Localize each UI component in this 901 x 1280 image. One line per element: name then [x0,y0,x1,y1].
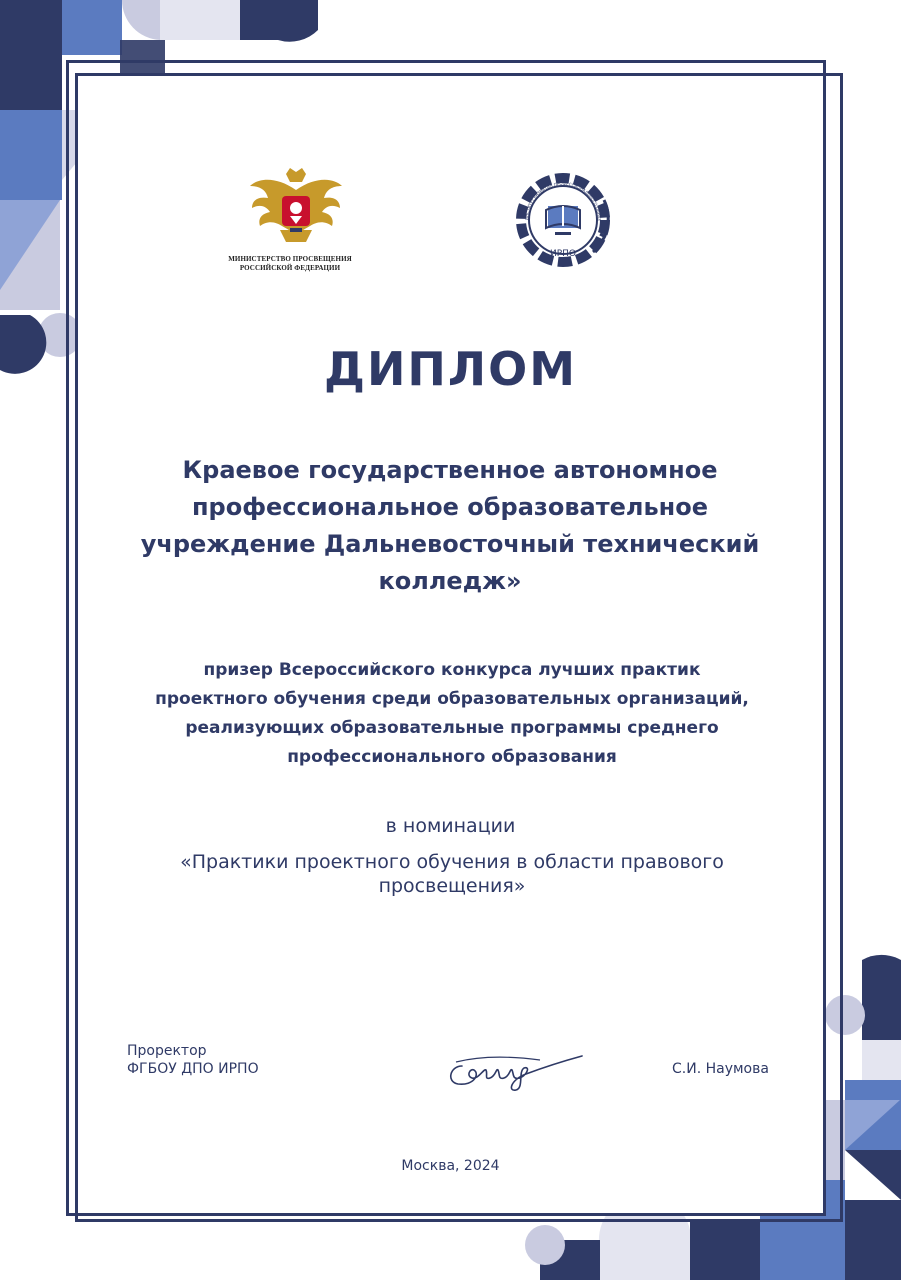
organization-name [110,452,790,600]
nomination-label: в номинации [385,815,516,837]
signatory-position [127,1042,259,1078]
organization-line: Краевое государственное автономное [182,456,718,484]
double-headed-eagle-emblem-icon [246,168,346,250]
signatory-position-line2: ФГБОУ ДПО ИРПО [127,1061,259,1077]
ministry-name-line1: МИНИСТЕРСТВО ПРОСВЕЩЕНИЯ [228,255,352,263]
signatory-name: С.И. Наумова [672,1061,769,1077]
nomination-name [120,850,784,898]
prize-line: проектного обучения среди образовательных организаций, [155,689,749,709]
nomination-line: просвещения» [378,875,526,897]
organization-line: профессиональное образовательное [191,493,709,521]
organization-line: учреждение Дальневосточный технический [140,530,760,558]
organization-line: колледж» [378,567,522,595]
prize-line: профессионального образования [287,747,617,767]
irpo-logo-text: ИРПО [549,249,577,259]
ministry-name-line2: РОССИЙСКОЙ ФЕДЕРАЦИИ [239,264,341,272]
prize-line: призер Всероссийского конкурса лучших практик [203,660,701,680]
prize-line: реализующих образовательные программы среднего [185,718,719,738]
irpo-logo-icon [508,170,618,270]
signatory-position-line1: Проректор [127,1043,207,1059]
ministry-name [200,255,380,273]
irpo-ring-text: ИНСТИТУТ РАЗВИТИЯ ПРОФЕССИОНАЛЬНОГО ОБРАЗ [523,180,603,221]
handwritten-signature [440,1044,585,1094]
diploma-title: ДИПЛОМ [323,342,578,396]
place-and-date: Москва, 2024 [401,1158,500,1174]
prize-description [110,656,794,772]
nomination-line: «Практики проектного обучения в области правового [180,851,724,873]
